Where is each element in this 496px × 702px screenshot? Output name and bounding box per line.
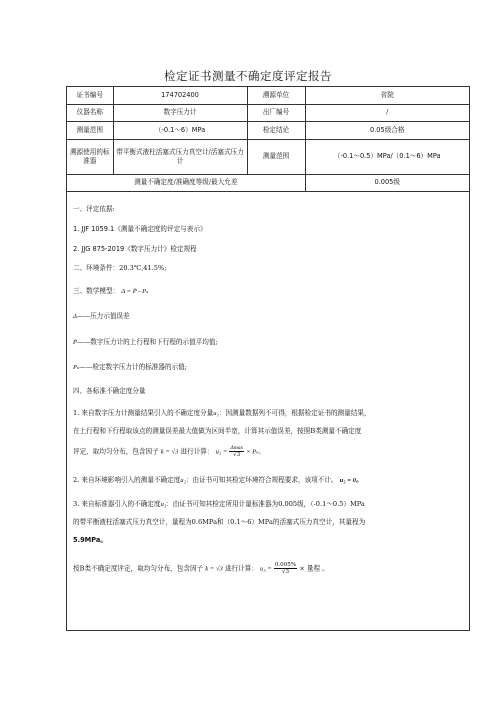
component-1-text-d: 进行计算： xyxy=(180,447,214,456)
std-range-label: 测量范围 xyxy=(247,139,305,174)
conclusion-value: 0.05级合格 xyxy=(305,122,469,140)
instrument-label: 仪器名称 xyxy=(67,104,113,122)
section-components-heading: 四、各标准不确定度分量 xyxy=(73,387,146,395)
u3-fraction xyxy=(274,562,297,575)
component-3-formula-line xyxy=(73,562,329,575)
delta-symbol: Δ xyxy=(73,313,77,320)
k-factor-1: k = √3 xyxy=(160,448,179,456)
section-model xyxy=(73,287,148,296)
u1-fraction xyxy=(229,445,244,458)
ps-definition: ——检定数字压力计的标准器的示值; xyxy=(79,363,187,371)
factory-no-value: / xyxy=(305,104,469,122)
component-1-line-3 xyxy=(73,445,265,458)
basis-item-1: 1. JJF 1059.1《测量不确定度的评定与表示》 xyxy=(73,225,207,233)
cert-no-label: 证书编号 xyxy=(67,87,113,104)
u1-denominator: √3 xyxy=(233,452,241,459)
component-2-text-a: 2. 来自环境影响引入的测量不确定度 xyxy=(73,476,181,484)
u3-formula-lhs: u₃ = xyxy=(260,565,272,573)
component-3-text-a: 3. 来自标准器引入的不确定度 xyxy=(73,500,161,508)
component-3-line-2: 的带平衡液柱活塞式压力真空计，量程为0.6MPa和（0.1～6）MPa的活塞式压力真空计，其量程为 xyxy=(73,518,366,526)
uncertainty-label: 测量不确定度/准确度等级/最大允差 xyxy=(67,174,305,192)
std-range-value: （-0.1～0.5）MPa/（0.1～6）MPa xyxy=(305,139,469,174)
u1-numerator: Δmax xyxy=(230,445,244,451)
conclusion-label: 检定结论 xyxy=(247,122,305,140)
instrument-value: 数字压力计 xyxy=(113,104,247,122)
component-1-text-a: 1. 来自数字压力计测量结果引入的不确定度分量 xyxy=(73,409,214,417)
u2-value: u₂ = 0。 xyxy=(339,477,363,484)
component-1-text-c: 评定，取均匀分布，包含因子 xyxy=(73,447,159,456)
pbar-symbol: P̄ xyxy=(73,339,78,346)
component-2-text-b: ：由证书可知其检定环境符合规程要求，该项不计。 xyxy=(185,476,338,484)
delta-definition: ——压力示值误差 xyxy=(76,312,130,320)
definition-delta xyxy=(73,312,130,321)
u3-numerator: 0.005% xyxy=(274,562,297,568)
model-heading: 三、数学模型： xyxy=(73,287,120,295)
model-formula: Δ = P̄ - Pₛ xyxy=(121,288,149,295)
range-value: （-0.1～6）MPa xyxy=(113,122,247,140)
section-environment: 二、环境条件：20.3℃,41.5%; xyxy=(73,264,167,272)
component-3-line-3: 5.9MPa。 xyxy=(73,536,107,544)
u3-formula-tail: × 量程 。 xyxy=(299,564,329,573)
u1-formula-tail: × Pₛ。 xyxy=(246,448,266,456)
pbar-definition: ——数字压力计的上行程和下行程的示值平均值; xyxy=(77,338,218,346)
u3-symbol: u₃ xyxy=(160,501,167,508)
section-basis-heading: 一、评定依据: xyxy=(73,205,115,213)
u2-symbol: u₂ xyxy=(180,477,186,484)
u3-denominator: √3 xyxy=(281,569,290,576)
component-2-line xyxy=(73,476,363,485)
component-3-text-b: ：由证书可知其检定所用计量标准器为0.005级，（-0.1～0.5）MPa xyxy=(166,500,365,508)
component-1-line-1 xyxy=(73,409,371,418)
component-1-text-b: ：因测量数据列不可得，根据检定证书的测量结果， xyxy=(218,409,371,417)
standard-value: 带平衡式液柱活塞式压力真空计/活塞式压力计 xyxy=(113,139,247,174)
report-sheet xyxy=(66,86,470,631)
basis-item-2: 2. JJG 875-2019《数字压力计》检定规程 xyxy=(73,245,197,253)
u1-symbol: u₁ xyxy=(213,410,219,417)
range-label: 测量范围 xyxy=(67,122,113,140)
info-table xyxy=(67,87,469,192)
definition-pbar xyxy=(73,338,218,347)
component-3-text-c: 按B类不确定度评定，取均匀分布，包含因子 xyxy=(73,564,204,573)
trace-unit-value: 省院 xyxy=(305,87,469,104)
component-1-line-2: 在上行程和下行程取该点的测量误差最大值做为区间半宽，计算其示值误差，按照B类测量不确定度 xyxy=(73,427,362,435)
report-title: 检定证书测量不确定度评定报告 xyxy=(164,69,332,83)
u1-formula-lhs: u₁ = xyxy=(215,448,228,456)
standard-label: 溯源使用的标准器 xyxy=(67,139,113,174)
ps-symbol: Pₛ xyxy=(73,364,80,371)
component-3-line-1 xyxy=(73,500,365,509)
definition-ps xyxy=(73,363,187,372)
cert-no-value: 174702400 xyxy=(113,87,247,104)
trace-unit-label: 溯源单位 xyxy=(247,87,305,104)
uncertainty-value: 0.005级 xyxy=(305,174,469,192)
component-3-text-d: 进行计算： xyxy=(224,564,258,573)
k-factor-3: k = √3 xyxy=(205,565,223,573)
factory-no-label: 出厂编号 xyxy=(247,104,305,122)
